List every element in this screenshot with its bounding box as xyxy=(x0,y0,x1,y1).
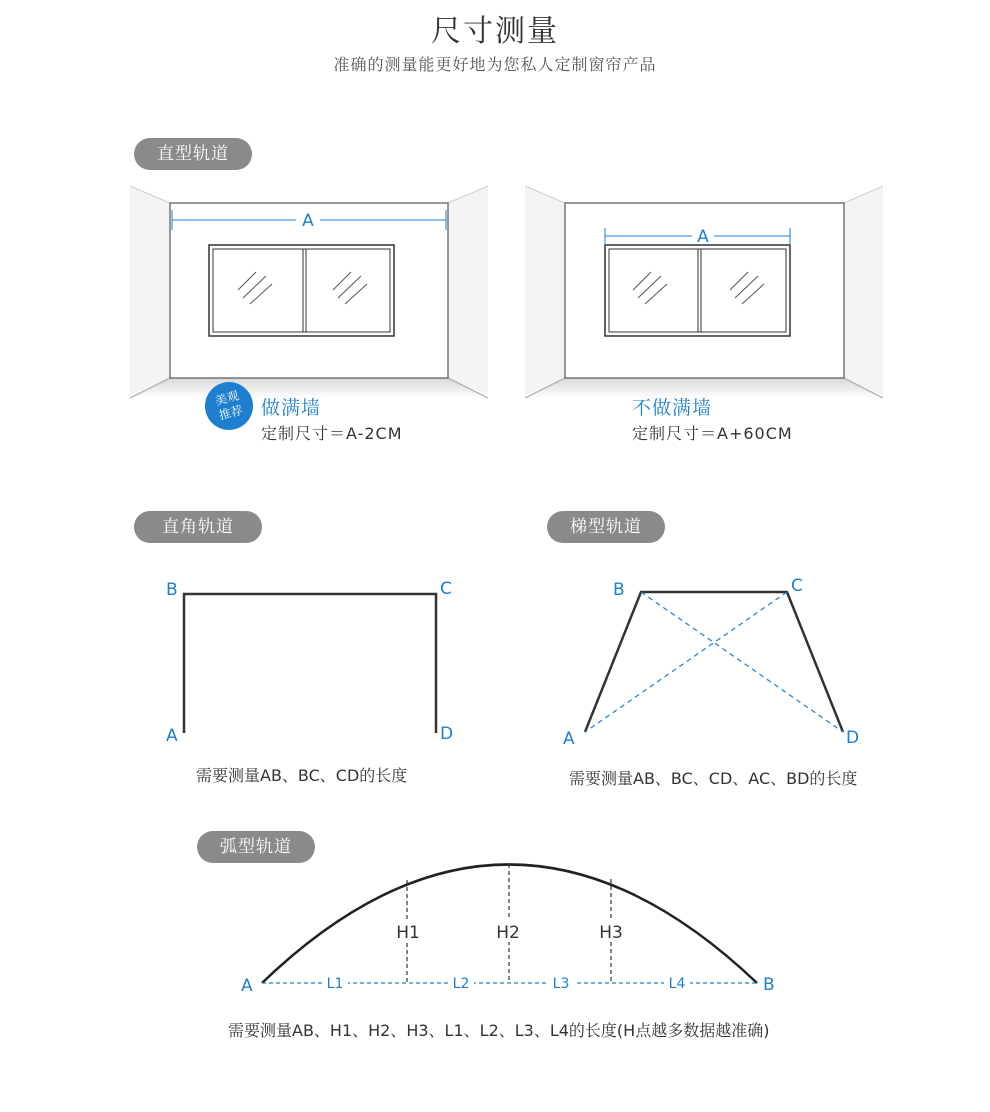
arc-segment-l3: L3 xyxy=(552,976,570,992)
trapezoid-point-d: D xyxy=(846,728,860,748)
full-wall-dim-label: A xyxy=(302,211,314,231)
full-wall-formula: 定制尺寸＝A-2CM xyxy=(261,424,403,443)
not-full-wall-title: 不做满墙 xyxy=(632,397,713,419)
right-angle-caption: 需要测量AB、BC、CD的长度 xyxy=(196,766,408,785)
arc-point-a: A xyxy=(241,976,253,996)
right-angle-diagram xyxy=(166,579,453,746)
trapezoid-caption: 需要测量AB、BC、CD、AC、BD的长度 xyxy=(569,769,858,788)
right-angle-point-b: B xyxy=(166,580,178,600)
full-wall-title: 做满墙 xyxy=(261,397,322,419)
arc-point-b: B xyxy=(763,975,775,995)
arc-height-h1: H1 xyxy=(396,923,420,943)
arc-segment-l2: L2 xyxy=(452,976,470,992)
not-full-wall-dim-label: A xyxy=(697,227,709,247)
arc-segment-l4: L4 xyxy=(668,976,686,992)
badge-line-1: 美观 xyxy=(213,388,241,409)
trapezoid-track-pill: 梯型轨道 xyxy=(547,511,665,543)
trapezoid-point-b: B xyxy=(613,580,625,600)
not-full-wall-formula: 定制尺寸＝A+60CM xyxy=(632,424,793,443)
room-full-wall xyxy=(130,186,488,398)
right-angle-point-a: A xyxy=(166,726,178,746)
straight-track-pill: 直型轨道 xyxy=(134,138,252,170)
arc-segment-l1: L1 xyxy=(326,976,344,992)
right-angle-point-d: D xyxy=(440,724,454,744)
page-title: 尺寸测量 xyxy=(431,14,559,49)
trapezoid-point-c: C xyxy=(791,576,803,596)
room-not-full-wall xyxy=(525,186,883,398)
arc-height-h2: H2 xyxy=(496,923,520,943)
arc-track-pill: 弧型轨道 xyxy=(197,831,315,863)
badge-line-2: 推荐 xyxy=(217,402,245,423)
trapezoid-point-a: A xyxy=(563,729,575,749)
arc-caption: 需要测量AB、H1、H2、H3、L1、L2、L3、L4的长度(H点越多数据越准确) xyxy=(228,1021,770,1040)
right-angle-point-c: C xyxy=(440,579,452,599)
right-angle-track-pill: 直角轨道 xyxy=(134,511,262,543)
arc-height-h3: H3 xyxy=(599,923,623,943)
arc-diagram xyxy=(241,864,775,996)
trapezoid-diagram xyxy=(563,576,859,749)
page-subtitle: 准确的测量能更好地为您私人定制窗帘产品 xyxy=(333,55,657,74)
